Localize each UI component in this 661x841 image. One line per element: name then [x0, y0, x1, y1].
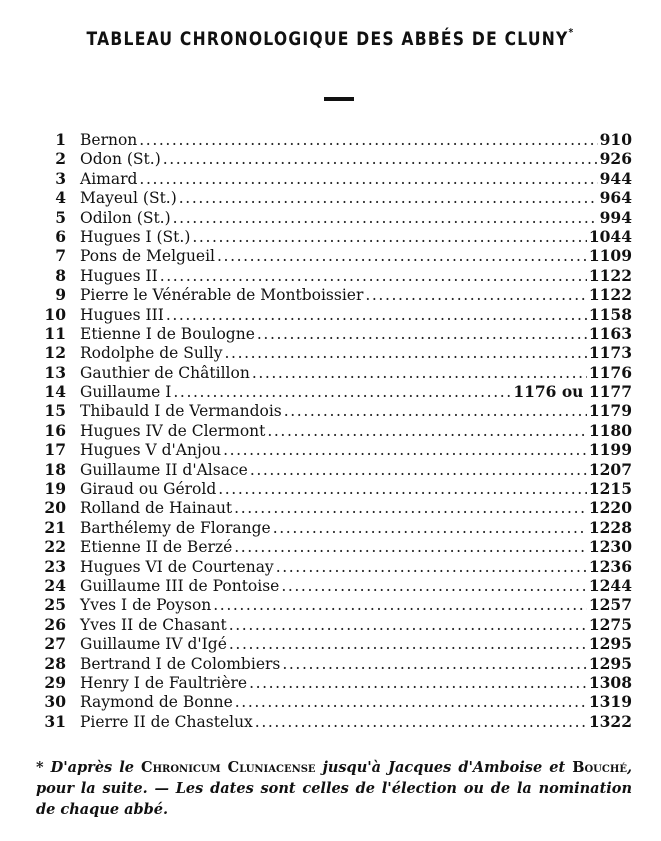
election-date: 1173	[588, 343, 632, 363]
abbot-row	[36, 576, 632, 595]
dot-leader	[229, 635, 587, 654]
abbot-row	[36, 227, 632, 246]
election-date: 1199	[588, 440, 632, 460]
abbot-row	[36, 130, 632, 149]
abbot-row	[36, 460, 632, 479]
election-date: 1176	[588, 362, 632, 382]
abbot-name: Hugues I (St.)	[80, 227, 191, 246]
abbot-name: Henry I de Faultrière	[80, 673, 248, 692]
abbot-number: 11	[44, 323, 66, 343]
footnote-author: Bouché	[572, 759, 627, 776]
dot-leader	[192, 228, 586, 247]
abbot-number: 6	[55, 226, 66, 246]
abbot-row	[36, 537, 632, 556]
dot-leader	[179, 189, 598, 208]
abbot-number: 14	[44, 382, 66, 402]
dot-leader	[173, 209, 598, 228]
abbot-name: Pons de Melgueil	[80, 247, 216, 266]
abbot-name: Barthélemy de Florange	[80, 518, 271, 537]
abbot-row	[36, 673, 632, 692]
footnote-text-1: D'après le	[43, 759, 142, 776]
dot-leader	[139, 131, 597, 150]
abbot-number: 20	[44, 498, 66, 518]
election-date: 1207	[588, 459, 632, 479]
abbot-row	[36, 518, 632, 537]
abbot-name: Hugues V d'Anjou	[80, 441, 222, 460]
election-date: 1220	[588, 498, 632, 518]
election-date: 1308	[588, 672, 632, 692]
election-date: 1158	[588, 304, 632, 324]
abbot-name: Rolland de Hainaut	[80, 499, 233, 518]
abbot-name: Mayeul (St.)	[80, 189, 177, 208]
abbot-number: 5	[55, 207, 66, 227]
dot-leader	[225, 344, 587, 363]
dot-leader	[255, 713, 587, 732]
dot-leader	[234, 538, 587, 557]
abbot-number: 23	[44, 556, 66, 576]
dot-leader	[223, 441, 587, 460]
dot-leader	[276, 558, 587, 577]
abbot-row	[36, 208, 632, 227]
election-date: 1163	[588, 323, 632, 343]
abbot-row	[36, 324, 632, 343]
abbot-name: Etienne I de Boulogne	[80, 324, 255, 343]
abbot-name: Raymond de Bonne	[80, 693, 233, 712]
abbot-row	[36, 266, 632, 285]
abbot-name: Odilon (St.)	[80, 208, 171, 227]
dot-leader	[163, 150, 598, 169]
dot-leader	[160, 267, 587, 286]
abbot-row	[36, 498, 632, 517]
dot-leader	[213, 596, 587, 615]
abbot-row	[36, 440, 632, 459]
election-date: 964	[599, 188, 632, 208]
footnote	[36, 757, 632, 820]
abbot-row	[36, 149, 632, 168]
title-divider	[324, 97, 354, 101]
abbot-name: Aimard	[80, 169, 138, 188]
election-date: 994	[599, 207, 632, 227]
election-date: 1122	[588, 265, 632, 285]
election-date: 1228	[588, 517, 632, 537]
abbot-number: 4	[55, 188, 66, 208]
abbot-name: Thibauld I de Vermandois	[80, 402, 282, 421]
abbot-name: Hugues VI de Courtenay	[80, 557, 274, 576]
dot-leader	[250, 461, 587, 480]
election-date: 910	[599, 130, 632, 149]
abbot-number: 18	[44, 459, 66, 479]
dot-leader	[252, 364, 587, 383]
election-date: 1109	[588, 246, 632, 266]
abbot-row	[36, 169, 632, 188]
election-date: 1295	[588, 634, 632, 654]
abbot-row	[36, 712, 632, 731]
abbot-number: 26	[44, 614, 66, 634]
dot-leader	[281, 577, 587, 596]
page-title	[59, 28, 601, 50]
abbot-name: Pierre II de Chastelux	[80, 712, 253, 731]
election-date: 1244	[588, 575, 632, 595]
election-date: 1215	[588, 479, 632, 499]
dot-leader	[235, 693, 587, 712]
abbot-number: 12	[44, 343, 66, 363]
abbot-name: Hugues II	[80, 266, 158, 285]
abbot-name: Odon (St.)	[80, 150, 161, 169]
title-text: TABLEAU CHRONOLOGIQUE DES ABBÉS DE CLUNY	[86, 28, 569, 50]
abbot-row	[36, 654, 632, 673]
election-date: 944	[599, 168, 632, 188]
abbot-name: Etienne II de Berzé	[80, 538, 233, 557]
election-date: 1180	[588, 420, 632, 440]
abbot-row	[36, 363, 632, 382]
election-date: 1236	[588, 556, 632, 576]
election-date: 1044	[588, 226, 632, 246]
abbot-row	[36, 615, 632, 634]
abbot-name: Gauthier de Châtillon	[80, 363, 250, 382]
dot-leader	[282, 655, 587, 674]
abbot-number: 2	[55, 149, 66, 169]
abbot-number: 17	[44, 440, 66, 460]
dot-leader	[173, 383, 511, 402]
dot-leader	[249, 674, 587, 693]
abbot-name: Hugues IV de Clermont	[80, 421, 266, 440]
abbot-number: 24	[44, 575, 66, 595]
abbot-name: Yves II de Chasant	[80, 615, 227, 634]
footnote-marker: *	[568, 26, 575, 39]
abbot-name: Guillaume III de Pontoise	[80, 576, 280, 595]
abbot-number: 29	[44, 672, 66, 692]
abbot-number: 3	[55, 168, 66, 188]
abbot-number: 30	[44, 692, 66, 712]
footnote-source: Chronicum Cluniacense	[141, 759, 316, 776]
dot-leader	[139, 170, 597, 189]
abbot-row	[36, 421, 632, 440]
election-date: 1319	[588, 692, 632, 712]
election-date: 1295	[588, 653, 632, 673]
abbot-row	[36, 692, 632, 711]
abbot-name: Pierre le Vénérable de Montboissier	[80, 286, 364, 305]
abbot-number: 1	[55, 130, 66, 149]
footnote-text-3: , pour la suite. — Les dates sont celles de l'élection ou de la nomination de chaque abbé.	[36, 759, 632, 818]
dot-leader	[267, 422, 586, 441]
footnote-mark: *	[36, 759, 44, 776]
abbot-number: 21	[44, 517, 66, 537]
footnote-text-2: jusqu'à Jacques d'Amboise et	[315, 759, 573, 776]
abbot-name: Bertrand I de Colombiers	[80, 654, 281, 673]
dot-leader	[229, 616, 587, 635]
election-date: 1322	[588, 711, 632, 731]
abbot-row	[36, 382, 632, 401]
dot-leader	[218, 480, 587, 499]
abbot-row	[36, 634, 632, 653]
abbot-number: 13	[44, 362, 66, 382]
abbot-row	[36, 595, 632, 614]
abbot-number: 31	[44, 711, 66, 731]
abbot-number: 10	[44, 304, 66, 324]
abbot-name: Rodolphe de Sully	[80, 344, 223, 363]
abbot-number: 25	[44, 595, 66, 615]
abbot-number: 19	[44, 479, 66, 499]
abbot-name: Hugues III	[80, 305, 164, 324]
abbot-row	[36, 285, 632, 304]
dot-leader	[217, 247, 587, 266]
dot-leader	[284, 402, 587, 421]
election-date: 1257	[588, 595, 632, 615]
abbot-number: 27	[44, 634, 66, 654]
dot-leader	[365, 286, 587, 305]
abbot-name: Yves I de Poyson	[80, 596, 212, 615]
abbot-number: 28	[44, 653, 66, 673]
abbot-name: Giraud ou Gérold	[80, 480, 217, 499]
dot-leader	[257, 325, 587, 344]
dot-leader	[234, 499, 587, 518]
abbot-number: 16	[44, 420, 66, 440]
election-date: 1122	[588, 285, 632, 305]
election-date: 926	[599, 149, 632, 169]
election-date: 1275	[588, 614, 632, 634]
abbot-name: Bernon	[80, 131, 138, 149]
abbot-row	[36, 246, 632, 265]
dot-leader	[273, 519, 587, 538]
abbot-number: 7	[55, 246, 66, 266]
abbot-row	[36, 188, 632, 207]
abbot-name: Guillaume I	[80, 383, 172, 402]
abbot-name: Guillaume II d'Alsace	[80, 460, 248, 479]
abbot-name: Guillaume IV d'Igé	[80, 635, 227, 654]
abbot-row	[36, 401, 632, 420]
abbot-row	[36, 557, 632, 576]
abbot-number: 8	[55, 265, 66, 285]
abbot-row	[36, 343, 632, 362]
election-date: 1179	[588, 401, 632, 421]
abbot-number: 9	[55, 285, 66, 305]
abbot-row	[36, 479, 632, 498]
election-date: 1230	[588, 537, 632, 557]
abbot-row	[36, 305, 632, 324]
abbot-number: 15	[44, 401, 66, 421]
abbot-number: 22	[44, 537, 66, 557]
dot-leader	[166, 306, 587, 325]
abbot-list	[36, 130, 632, 731]
election-date: 1176 ou 1177	[513, 382, 632, 402]
